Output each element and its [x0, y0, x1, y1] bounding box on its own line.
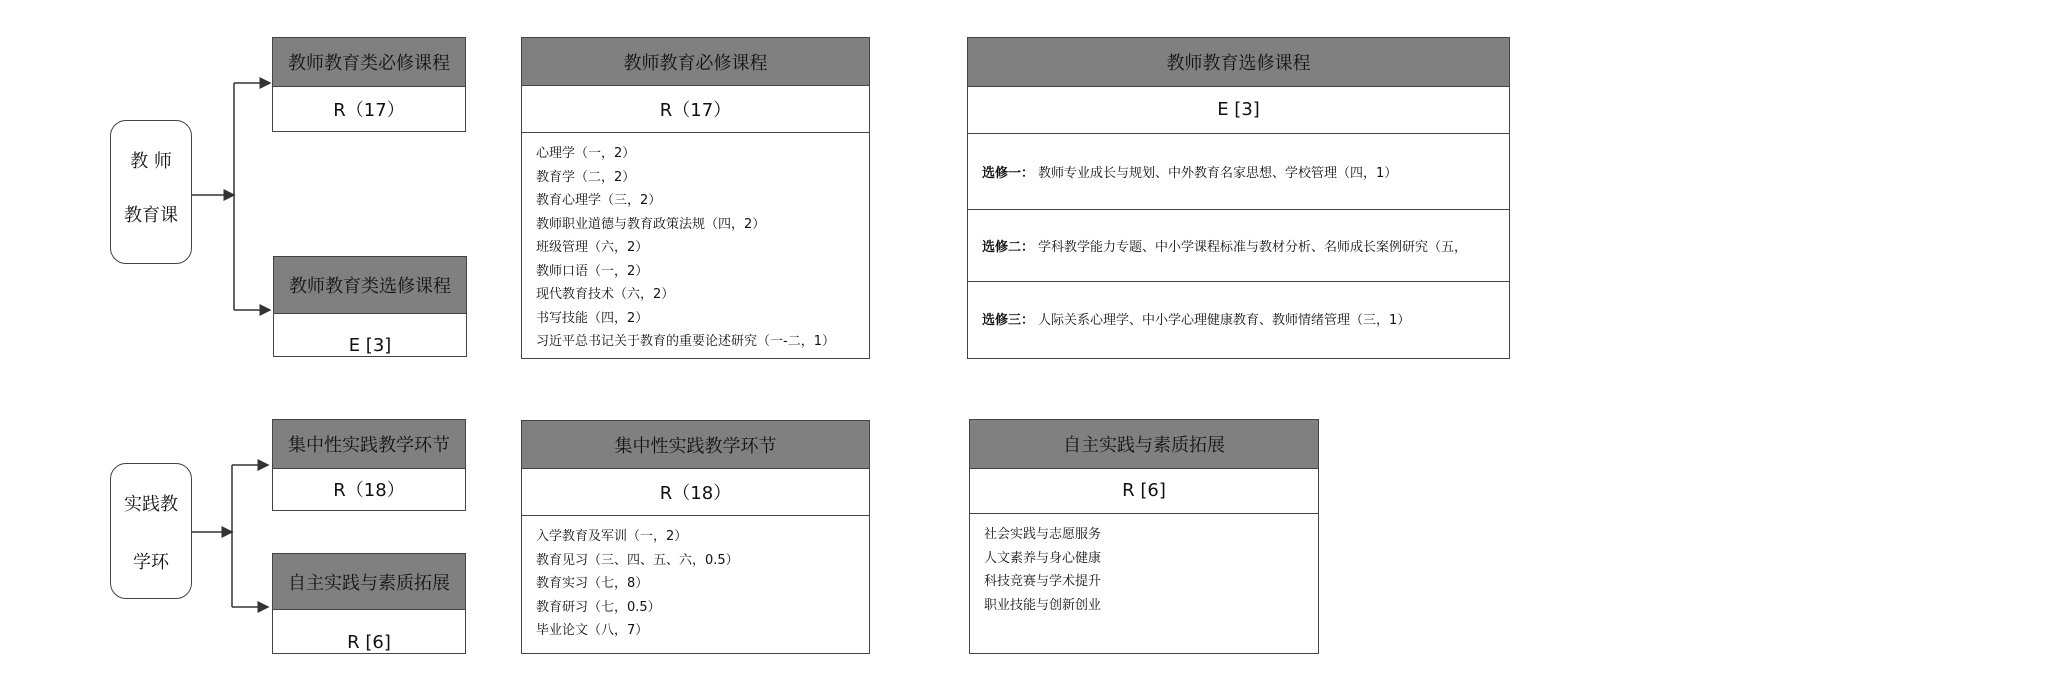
teacher-required-course-item: 习近平总书记关于教育的重要论述研究（一-二，1） — [536, 334, 835, 349]
teacher-required-detail — [521, 37, 870, 359]
practice-concentrated-item: 入学教育及军训（一，2） — [536, 529, 688, 544]
teacher-connectors — [192, 83, 270, 310]
teacher-required-course-list — [536, 142, 863, 354]
practice-node-label-line2: 学环 — [133, 552, 169, 573]
practice-concentrated-item: 教育实习（七，8） — [536, 576, 649, 591]
teacher-required-course-item: 心理学（一，2） — [536, 146, 636, 161]
practice-autonomous-detail — [969, 419, 1319, 654]
practice-concentrated-detail — [521, 420, 870, 654]
teacher-node-label-line1: 教 师 — [130, 151, 172, 172]
practice-autonomous-branch-title: 自主实践与素质拓展 — [273, 554, 465, 610]
elective-row-3 — [968, 281, 1509, 356]
teacher-elective-detail-title: 教师教育选修课程 — [968, 38, 1509, 87]
teacher-node-label-line2: 教育课 — [124, 205, 178, 226]
practice-autonomous-item-list — [984, 523, 1312, 617]
practice-teaching-node — [110, 463, 192, 599]
teacher-required-course-item: 班级管理（六，2） — [536, 240, 649, 255]
elective-row-3-text: 人际关系心理学、中小学心理健康教育、教师情绪管理（三，1） — [1038, 313, 1411, 328]
elective-row-1-text: 教师专业成长与规划、中外教育名家思想、学校管理（四，1） — [1038, 165, 1398, 181]
practice-autonomous-item: 社会实践与志愿服务 — [984, 527, 1102, 542]
practice-concentrated-item-list — [536, 525, 863, 643]
practice-concentrated-detail-credit: R（18） — [522, 468, 869, 516]
practice-concentrated-branch-credit: R（18） — [333, 480, 405, 501]
practice-autonomous-item: 职业技能与创新创业 — [984, 597, 1102, 613]
practice-concentrated-branch — [272, 419, 466, 511]
teacher-elective-detail — [967, 37, 1510, 359]
practice-connectors — [192, 465, 268, 607]
teacher-required-branch — [272, 37, 466, 132]
practice-concentrated-item: 教育见习（三、四、五、六，0.5） — [536, 552, 739, 568]
practice-autonomous-detail-title: 自主实践与素质拓展 — [970, 420, 1318, 469]
teacher-elective-detail-credit: E [3] — [968, 86, 1509, 134]
elective-row-2 — [968, 209, 1509, 282]
practice-autonomous-branch — [272, 553, 466, 654]
teacher-elective-branch-credit: E [3] — [348, 335, 392, 356]
teacher-required-detail-title: 教师教育必修课程 — [522, 38, 869, 86]
elective-row-2-text: 学科教学能力专题、中小学课程标准与教材分析、名师成长案例研究（五， — [1038, 239, 1468, 255]
practice-concentrated-item: 教育研习（七，0.5） — [536, 599, 661, 615]
practice-concentrated-item: 毕业论文（八，7） — [536, 623, 649, 638]
practice-autonomous-branch-credit: R [6] — [347, 632, 391, 653]
practice-autonomous-item: 科技竞赛与学术提升 — [984, 574, 1102, 589]
practice-autonomous-item: 人文素养与身心健康 — [984, 550, 1102, 566]
teacher-elective-branch — [273, 256, 467, 357]
teacher-required-branch-title: 教师教育类必修课程 — [273, 38, 465, 87]
practice-node-label-line1: 实践教 — [124, 494, 178, 515]
elective-row-1 — [968, 133, 1509, 210]
teacher-required-course-item: 教育学（二，2） — [536, 169, 636, 185]
teacher-elective-branch-title: 教师教育类选修课程 — [274, 257, 466, 314]
teacher-required-detail-credit: R（17） — [522, 85, 869, 133]
elective-row-2-label: 选修二： — [982, 239, 1035, 255]
teacher-required-branch-credit: R（17） — [333, 99, 405, 121]
teacher-required-course-item: 教师口语（一，2） — [536, 263, 649, 279]
elective-row-1-label: 选修一： — [982, 165, 1035, 181]
teacher-required-course-item: 教育心理学（三，2） — [536, 193, 662, 208]
teacher-required-course-item: 现代教育技术（六，2） — [536, 287, 675, 302]
practice-autonomous-detail-credit: R [6] — [970, 468, 1318, 514]
teacher-required-course-item: 书写技能（四，2） — [536, 310, 649, 326]
elective-row-3-label: 选修三： — [982, 313, 1035, 328]
teacher-education-node — [110, 120, 192, 264]
teacher-required-course-item: 教师职业道德与教育政策法规（四，2） — [536, 216, 766, 232]
practice-concentrated-detail-title: 集中性实践教学环节 — [522, 421, 869, 469]
practice-concentrated-branch-title: 集中性实践教学环节 — [273, 420, 465, 469]
